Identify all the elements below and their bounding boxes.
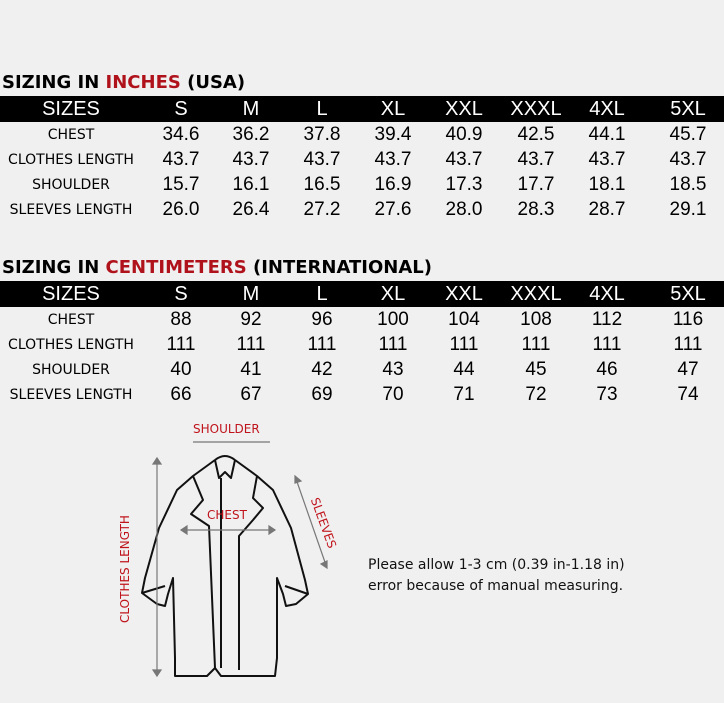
coat-measurement-diagram — [115, 418, 345, 698]
inches-title-suffix: (USA) — [180, 72, 246, 93]
cell: 28.7 — [588, 199, 626, 220]
cell: 18.5 — [669, 174, 707, 195]
cell: 104 — [448, 309, 480, 330]
cell: 92 — [240, 309, 262, 330]
centimeters-table-header — [0, 281, 724, 307]
header-size-xxl: XXL — [445, 283, 483, 305]
table-row — [0, 382, 724, 407]
header-size-xxl: XXL — [445, 98, 483, 120]
inches-title-accent: INCHES — [105, 72, 181, 93]
cell: 43.7 — [232, 149, 270, 170]
row-label: CLOTHES LENGTH — [8, 337, 134, 353]
row-label: CHEST — [47, 312, 95, 328]
header-size-4xl: 4XL — [589, 283, 625, 305]
cell: 45.7 — [669, 124, 707, 145]
header-size-4xl: 4XL — [589, 98, 625, 120]
sleeves-label: SLEEVES — [307, 495, 340, 551]
cell: 108 — [520, 309, 552, 330]
cell: 74 — [677, 384, 699, 405]
cell: 111 — [449, 334, 479, 355]
row-label: SLEEVES LENGTH — [9, 202, 133, 218]
cell: 66 — [170, 384, 192, 405]
cell: 40.9 — [445, 124, 483, 145]
cell: 67 — [240, 384, 262, 405]
header-size-xxxl: XXXL — [510, 98, 562, 120]
cell: 111 — [592, 334, 622, 355]
table-row — [0, 307, 724, 332]
cell: 42.5 — [517, 124, 555, 145]
header-sizes: SIZES — [42, 98, 100, 120]
cell: 47 — [677, 359, 699, 380]
cell: 26.0 — [162, 199, 200, 220]
row-label: SHOULDER — [32, 362, 110, 378]
header-size-s: S — [174, 98, 188, 120]
table-row — [0, 147, 724, 172]
cell: 111 — [166, 334, 196, 355]
cell: 46 — [596, 359, 618, 380]
cell: 43.7 — [588, 149, 626, 170]
cell: 111 — [378, 334, 408, 355]
cell: 111 — [236, 334, 266, 355]
cell: 36.2 — [232, 124, 270, 145]
cell: 37.8 — [303, 124, 341, 145]
cell: 42 — [311, 359, 333, 380]
cell: 26.4 — [232, 199, 270, 220]
header-size-xl: XL — [380, 283, 406, 305]
cell: 43 — [382, 359, 404, 380]
cell: 71 — [453, 384, 475, 405]
cell: 70 — [382, 384, 404, 405]
cell: 43.7 — [162, 149, 200, 170]
cell: 43.7 — [303, 149, 341, 170]
cell: 27.2 — [303, 199, 341, 220]
header-size-xl: XL — [380, 98, 406, 120]
cell: 43.7 — [445, 149, 483, 170]
cell: 16.5 — [303, 174, 341, 195]
cell: 111 — [521, 334, 551, 355]
cell: 41 — [240, 359, 262, 380]
cell: 73 — [596, 384, 618, 405]
table-row — [0, 357, 724, 382]
cell: 43.7 — [517, 149, 555, 170]
coat-illustration — [115, 418, 345, 698]
cell: 16.9 — [374, 174, 412, 195]
header-sizes: SIZES — [42, 283, 100, 305]
cell: 28.0 — [445, 199, 483, 220]
header-size-l: L — [316, 98, 328, 120]
cell: 43.7 — [374, 149, 412, 170]
chest-label: CHEST — [207, 508, 247, 522]
centimeters-section-title — [2, 257, 432, 278]
shoulder-label: SHOULDER — [193, 422, 260, 436]
header-size-l: L — [316, 283, 328, 305]
cell: 45 — [525, 359, 547, 380]
cell: 17.7 — [517, 174, 555, 195]
cell: 72 — [525, 384, 547, 405]
cell: 44.1 — [588, 124, 626, 145]
cell: 27.6 — [374, 199, 412, 220]
header-size-xxxl: XXXL — [510, 283, 562, 305]
table-row — [0, 197, 724, 222]
cell: 15.7 — [162, 174, 200, 195]
cell: 88 — [170, 309, 192, 330]
cell: 17.3 — [445, 174, 483, 195]
row-label: SLEEVES LENGTH — [9, 387, 133, 403]
row-label: CHEST — [47, 127, 95, 143]
inches-title-prefix: SIZING IN — [2, 72, 106, 93]
cell: 112 — [591, 309, 623, 330]
cell: 43.7 — [669, 149, 707, 170]
header-size-5xl: 5XL — [670, 98, 706, 120]
cell: 39.4 — [374, 124, 412, 145]
cell: 16.1 — [232, 174, 270, 195]
row-label: CLOTHES LENGTH — [8, 152, 134, 168]
cm-title-prefix: SIZING IN — [2, 257, 106, 278]
note-line-1: Please allow 1-3 cm (0.39 in-1.18 in) — [368, 557, 625, 573]
table-row — [0, 332, 724, 357]
measurement-error-note — [368, 555, 668, 597]
row-label: SHOULDER — [32, 177, 110, 193]
cm-title-suffix: (INTERNATIONAL) — [246, 257, 432, 278]
cell: 111 — [673, 334, 703, 355]
cell: 116 — [672, 309, 704, 330]
cell: 44 — [453, 359, 475, 380]
cell: 34.6 — [162, 124, 200, 145]
header-size-m: M — [242, 98, 260, 120]
cell: 40 — [170, 359, 192, 380]
header-size-5xl: 5XL — [670, 283, 706, 305]
note-line-2: error because of manual measuring. — [368, 578, 624, 594]
cell: 29.1 — [669, 199, 707, 220]
header-size-m: M — [242, 283, 260, 305]
table-row — [0, 122, 724, 147]
cell: 69 — [311, 384, 333, 405]
cell: 96 — [311, 309, 333, 330]
cell: 111 — [307, 334, 337, 355]
inches-section-title — [2, 72, 245, 93]
inches-table-header — [0, 96, 724, 122]
header-size-s: S — [174, 283, 188, 305]
table-row — [0, 172, 724, 197]
clothes-length-label: CLOTHES LENGTH — [117, 515, 132, 623]
cell: 100 — [377, 309, 409, 330]
cm-title-accent: CENTIMETERS — [105, 257, 247, 278]
cell: 28.3 — [517, 199, 555, 220]
cell: 18.1 — [588, 174, 626, 195]
